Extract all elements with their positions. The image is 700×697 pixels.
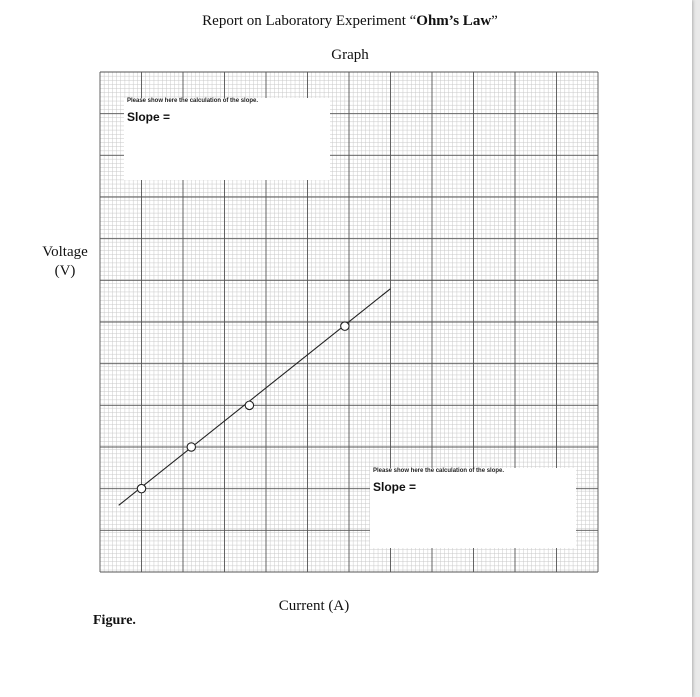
x-axis-label: Current (A) (278, 598, 350, 614)
slope-note-bottom: Please show here the calculation of the slope. (373, 468, 505, 474)
data-point-2 (187, 443, 195, 451)
figure-caption: Figure. (93, 613, 136, 628)
slope-calculation-box-top (124, 98, 330, 180)
data-point-1 (137, 484, 145, 492)
slope-label-bottom: Slope = (373, 480, 417, 494)
graph-heading: Graph (331, 47, 369, 63)
slope-note-top: Please show here the calculation of the slope. (127, 98, 259, 104)
slope-calculation-box-bottom (370, 468, 576, 548)
data-point-3 (245, 401, 253, 409)
page-title: Report on Laboratory Experiment “Ohm’s Law” (202, 13, 498, 29)
slope-label-top: Slope = (127, 110, 171, 124)
y-axis-label: Voltage (V) (42, 244, 88, 279)
data-point-4 (341, 322, 349, 330)
